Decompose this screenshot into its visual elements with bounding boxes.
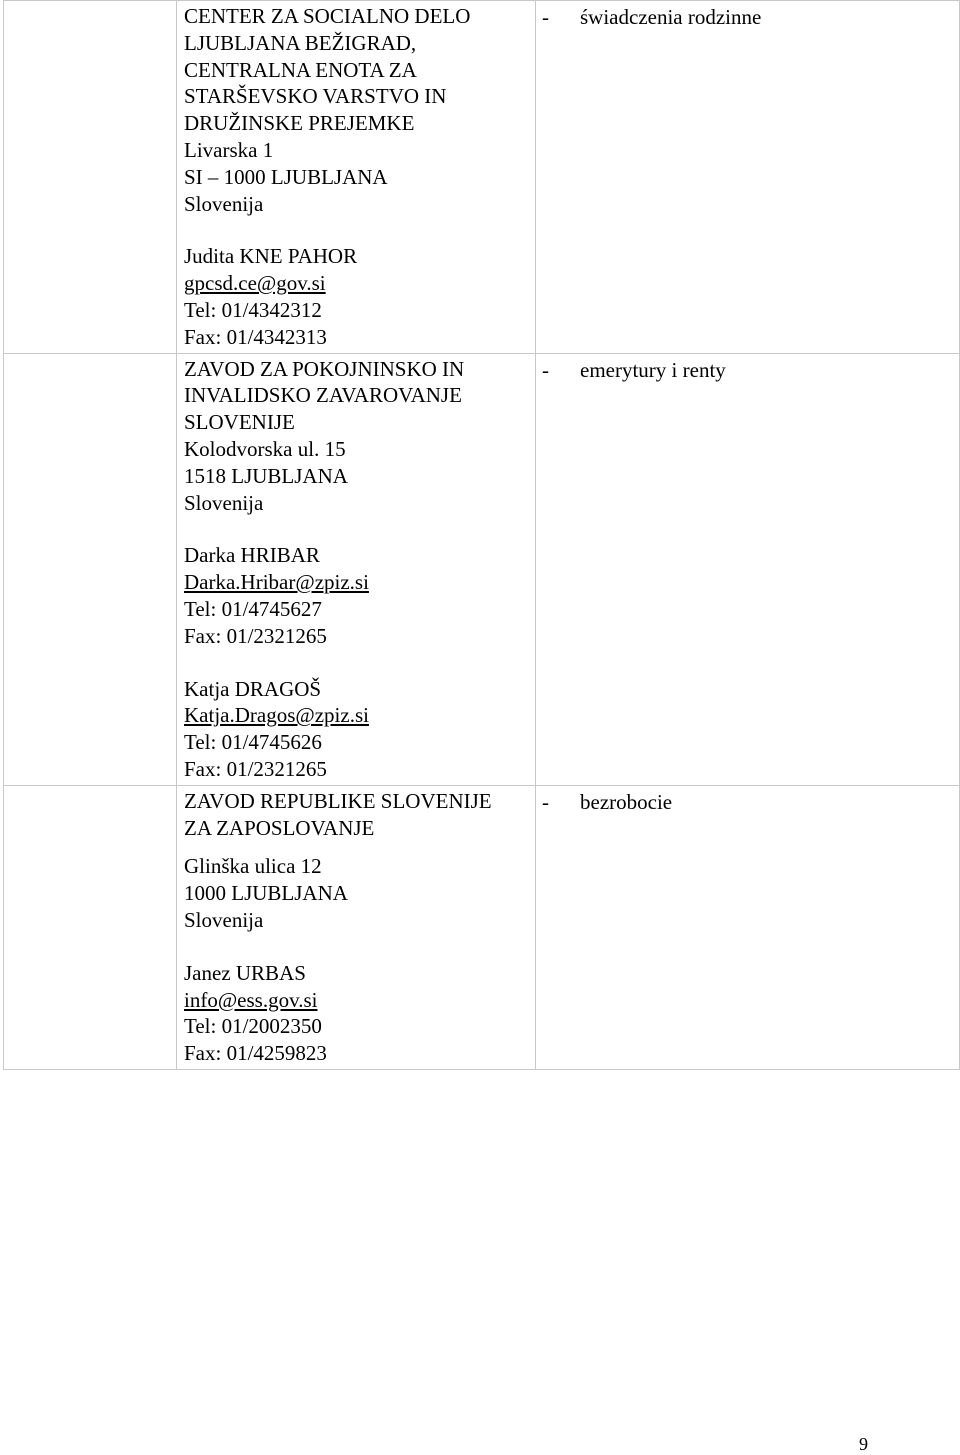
benefit-label: emerytury i renty	[580, 357, 726, 382]
institution-name-line: STARŠEVSKO VARSTVO IN	[184, 84, 447, 109]
list-dash: -	[542, 789, 549, 814]
benefit-cell	[536, 353, 960, 785]
institution-country: Slovenija	[184, 907, 264, 932]
page-number: 9	[859, 1434, 868, 1454]
institution-address-line: 1518 LJUBLJANA	[184, 463, 348, 488]
contact-fax: Fax: 01/2321265	[184, 756, 327, 781]
institution-name-line: CENTRALNA ENOTA ZA	[184, 57, 417, 82]
empty-cell	[4, 353, 177, 785]
benefit-label: bezrobocie	[580, 789, 673, 814]
contact-phone: Tel: 01/4342312	[184, 297, 322, 322]
empty-cell	[4, 785, 177, 1069]
institution-name-line: SLOVENIJE	[184, 410, 295, 435]
institution-country: Slovenija	[184, 191, 264, 216]
contact-fax: Fax: 01/2321265	[184, 623, 327, 648]
contact-name: Janez URBAS	[184, 960, 306, 985]
benefit-label: świadczenia rodzinne	[580, 5, 762, 29]
contact-phone: Tel: 01/4745626	[184, 730, 322, 755]
institution-address-line: Kolodvorska ul. 15	[184, 436, 346, 461]
list-dash: -	[542, 5, 549, 29]
institution-address-line: SI – 1000 LJUBLJANA	[184, 164, 388, 189]
institution-name-line: ZA ZAPOSLOVANJE	[184, 815, 375, 840]
table-row	[4, 1, 960, 354]
institution-name-line: CENTER ZA SOCIALNO DELO	[184, 4, 471, 28]
contact-name: Darka HRIBAR	[184, 543, 320, 568]
table-row	[4, 353, 960, 785]
institution-name-line: DRUŽINSKE PREJEMKE	[184, 111, 415, 136]
contact-name: Katja DRAGOŠ	[184, 676, 322, 701]
contact-email-link[interactable]: Katja.Dragos@zpiz.si	[184, 703, 369, 728]
institution-country: Slovenija	[184, 490, 264, 515]
institution-address-line: Glinška ulica 12	[184, 854, 322, 879]
institution-name-line: LJUBLJANA BEŽIGRAD,	[184, 30, 417, 55]
empty-cell	[4, 1, 177, 354]
list-dash: -	[542, 357, 549, 382]
institution-address-line: Livarska 1	[184, 137, 274, 162]
institution-cell	[177, 353, 536, 785]
contact-fax: Fax: 01/4342313	[184, 324, 327, 349]
contact-phone: Tel: 01/2002350	[184, 1014, 322, 1039]
contact-name: Judita KNE PAHOR	[184, 244, 358, 269]
institution-address-line: 1000 LJUBLJANA	[184, 881, 348, 906]
contact-phone: Tel: 01/4745627	[184, 596, 322, 621]
contact-fax: Fax: 01/4259823	[184, 1041, 327, 1066]
benefit-cell	[536, 785, 960, 1069]
institution-name-line: ZAVOD ZA POKOJNINSKO IN	[184, 356, 465, 381]
institution-cell	[177, 785, 536, 1069]
contact-email-link[interactable]: Darka.Hribar@zpiz.si	[184, 570, 369, 595]
table-row	[4, 785, 960, 1069]
institution-name-line: INVALIDSKO ZAVAROVANJE	[184, 383, 462, 408]
institution-name-line: ZAVOD REPUBLIKE SLOVENIJE	[184, 788, 492, 813]
contact-email-link[interactable]: gpcsd.ce@gov.si	[184, 271, 326, 296]
institution-cell	[177, 1, 536, 354]
benefit-cell	[536, 1, 960, 354]
institutions-table	[3, 0, 960, 1070]
contact-email-link[interactable]: info@ess.gov.si	[184, 987, 318, 1012]
